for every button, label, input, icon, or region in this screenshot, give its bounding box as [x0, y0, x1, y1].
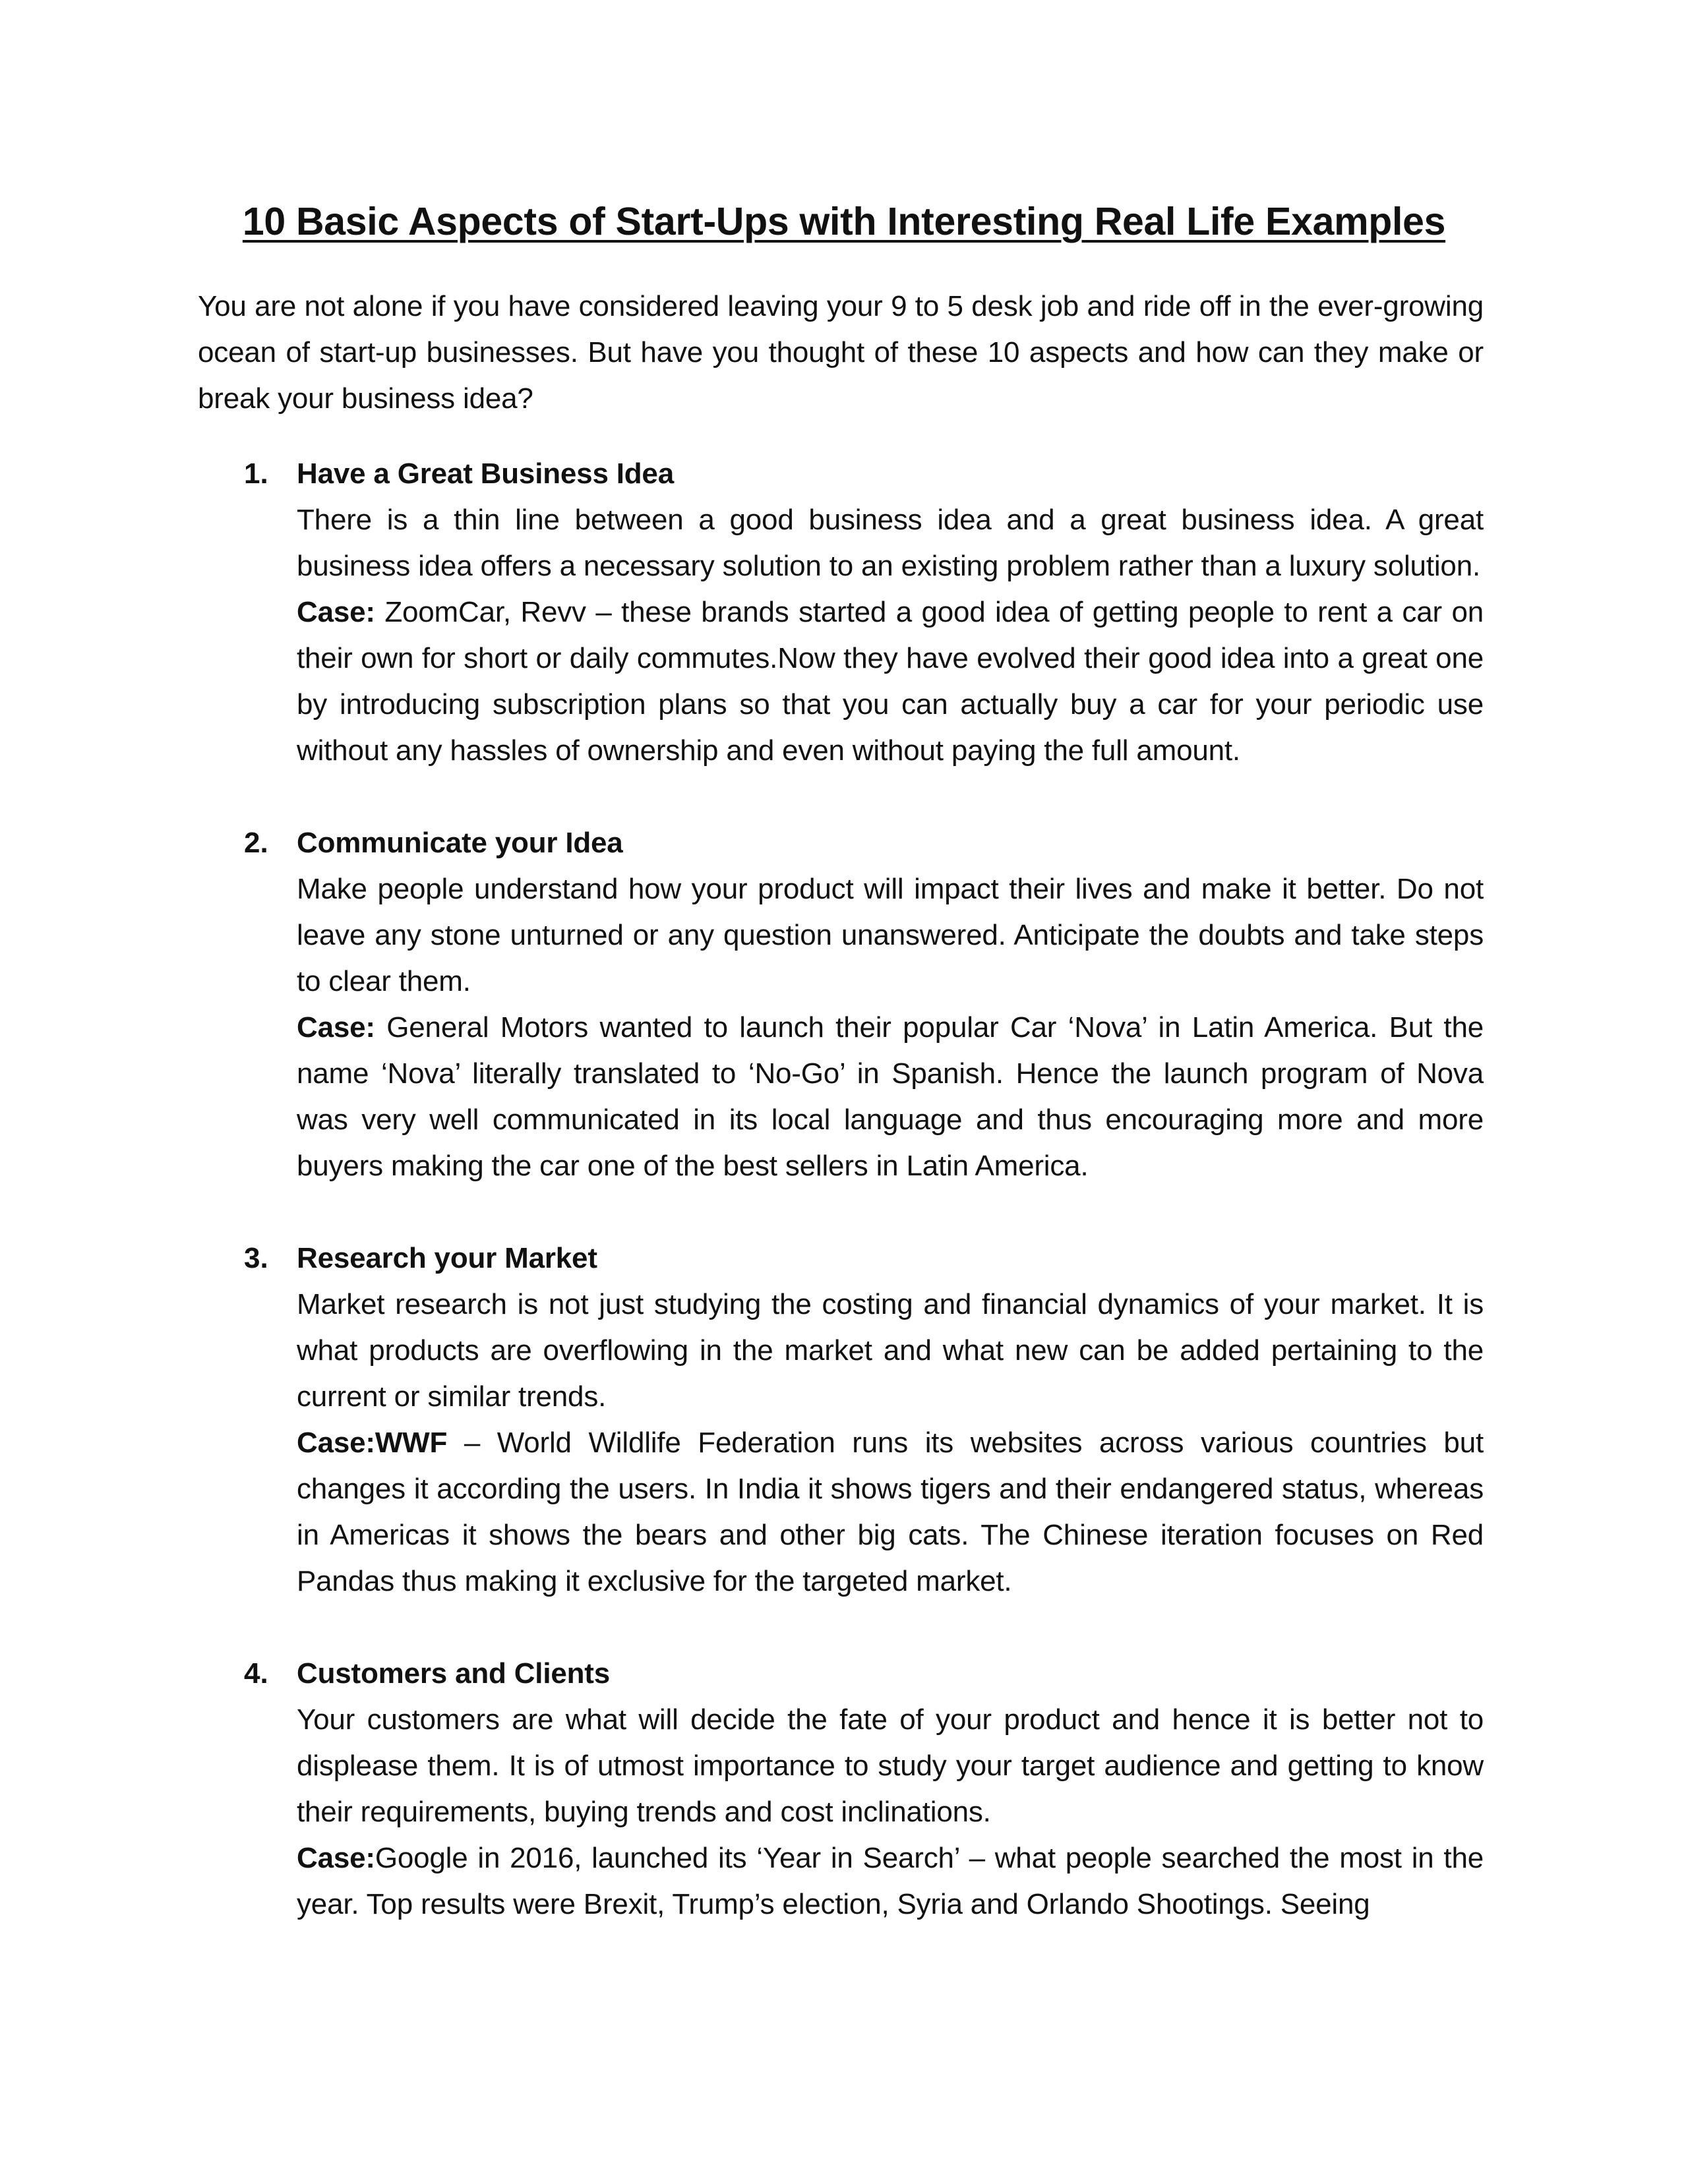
section-body: Market research is not just studying the costing and financial dynamics of your market. It is what products are overflowing in the market and what new can be added pertaining to the current or similar trends. [297, 1288, 1484, 1413]
case-paragraph [297, 1835, 1484, 1928]
section-number: 3. [244, 1242, 268, 1274]
section-heading: Research your Market [297, 1242, 597, 1274]
case-paragraph [297, 589, 1484, 774]
list-item [244, 1235, 1484, 1605]
section-body: Your customers are what will decide the fate of your product and hence it is better not to displease them. It is of utmost importance to study your target audience and getting to know their requirements, buying trends and cost inclinations. [297, 1703, 1484, 1828]
case-text: Google in 2016, launched its ‘Year in Search’ – what people searched the most in the year. Top results were Brexit, Trump’s election, Syria and Orlando Shootings. Seeing [297, 1842, 1484, 1920]
section-body: Make people understand how your product will impact their lives and make it better. Do not leave any stone unturned or any question unanswered. Anticipate the doubts and take steps to clear them. [297, 873, 1484, 997]
intro-paragraph: You are not alone if you have considered leaving your 9 to 5 desk job and ride off in the ever-growing ocean of start-up businesses. But have you thought of these 10 aspects and how can they make or break your business idea? [198, 290, 1484, 415]
section-number: 1. [244, 457, 268, 490]
section-heading: Have a Great Business Idea [297, 457, 674, 490]
section-number: 4. [244, 1657, 268, 1690]
case-label: Case: [297, 596, 375, 628]
document-title: 10 Basic Aspects of Start-Ups with Interesting Real Life Examples [242, 200, 1446, 243]
case-label: Case: [297, 1011, 375, 1044]
section-number: 2. [244, 827, 268, 859]
case-text: General Motors wanted to launch their popular Car ‘Nova’ in Latin America. But the name ‘Nova’ literally translated to ‘No-Go’ in Spanish. Hence the launch program of Nova was very well communicated in its local language and thus encouraging more and more buyers making the car one of the best sellers in Latin America. [297, 1011, 1484, 1182]
case-text: – World Wildlife Federation runs its websites across various countries but changes it according the users. In India it shows tigers and their endangered status, whereas in Americas it shows the bears and other big cats. The Chinese iteration focuses on Red Pandas thus making it exclusive for the targeted market. [297, 1427, 1484, 1597]
case-label: Case: [297, 1842, 375, 1874]
numbered-sections-list [244, 451, 1484, 1974]
list-item [244, 1651, 1484, 1928]
section-body: There is a thin line between a good business idea and a great business idea. A great business idea offers a necessary solution to an existing problem rather than a luxury solution. [297, 504, 1484, 582]
section-heading: Customers and Clients [297, 1657, 611, 1690]
case-paragraph [297, 1420, 1484, 1605]
list-item [244, 820, 1484, 1189]
section-heading: Communicate your Idea [297, 827, 623, 859]
list-item [244, 451, 1484, 774]
case-label: Case:WWF [297, 1427, 448, 1459]
case-paragraph [297, 1005, 1484, 1189]
case-text: ZoomCar, Revv – these brands started a good idea of getting people to rent a car on their own for short or daily commutes.Now they have evolved their good idea into a great one by introducing subscription plans so that you can actually buy a car for your periodic use without any hassles of ownership and even without paying the full amount. [297, 596, 1484, 767]
